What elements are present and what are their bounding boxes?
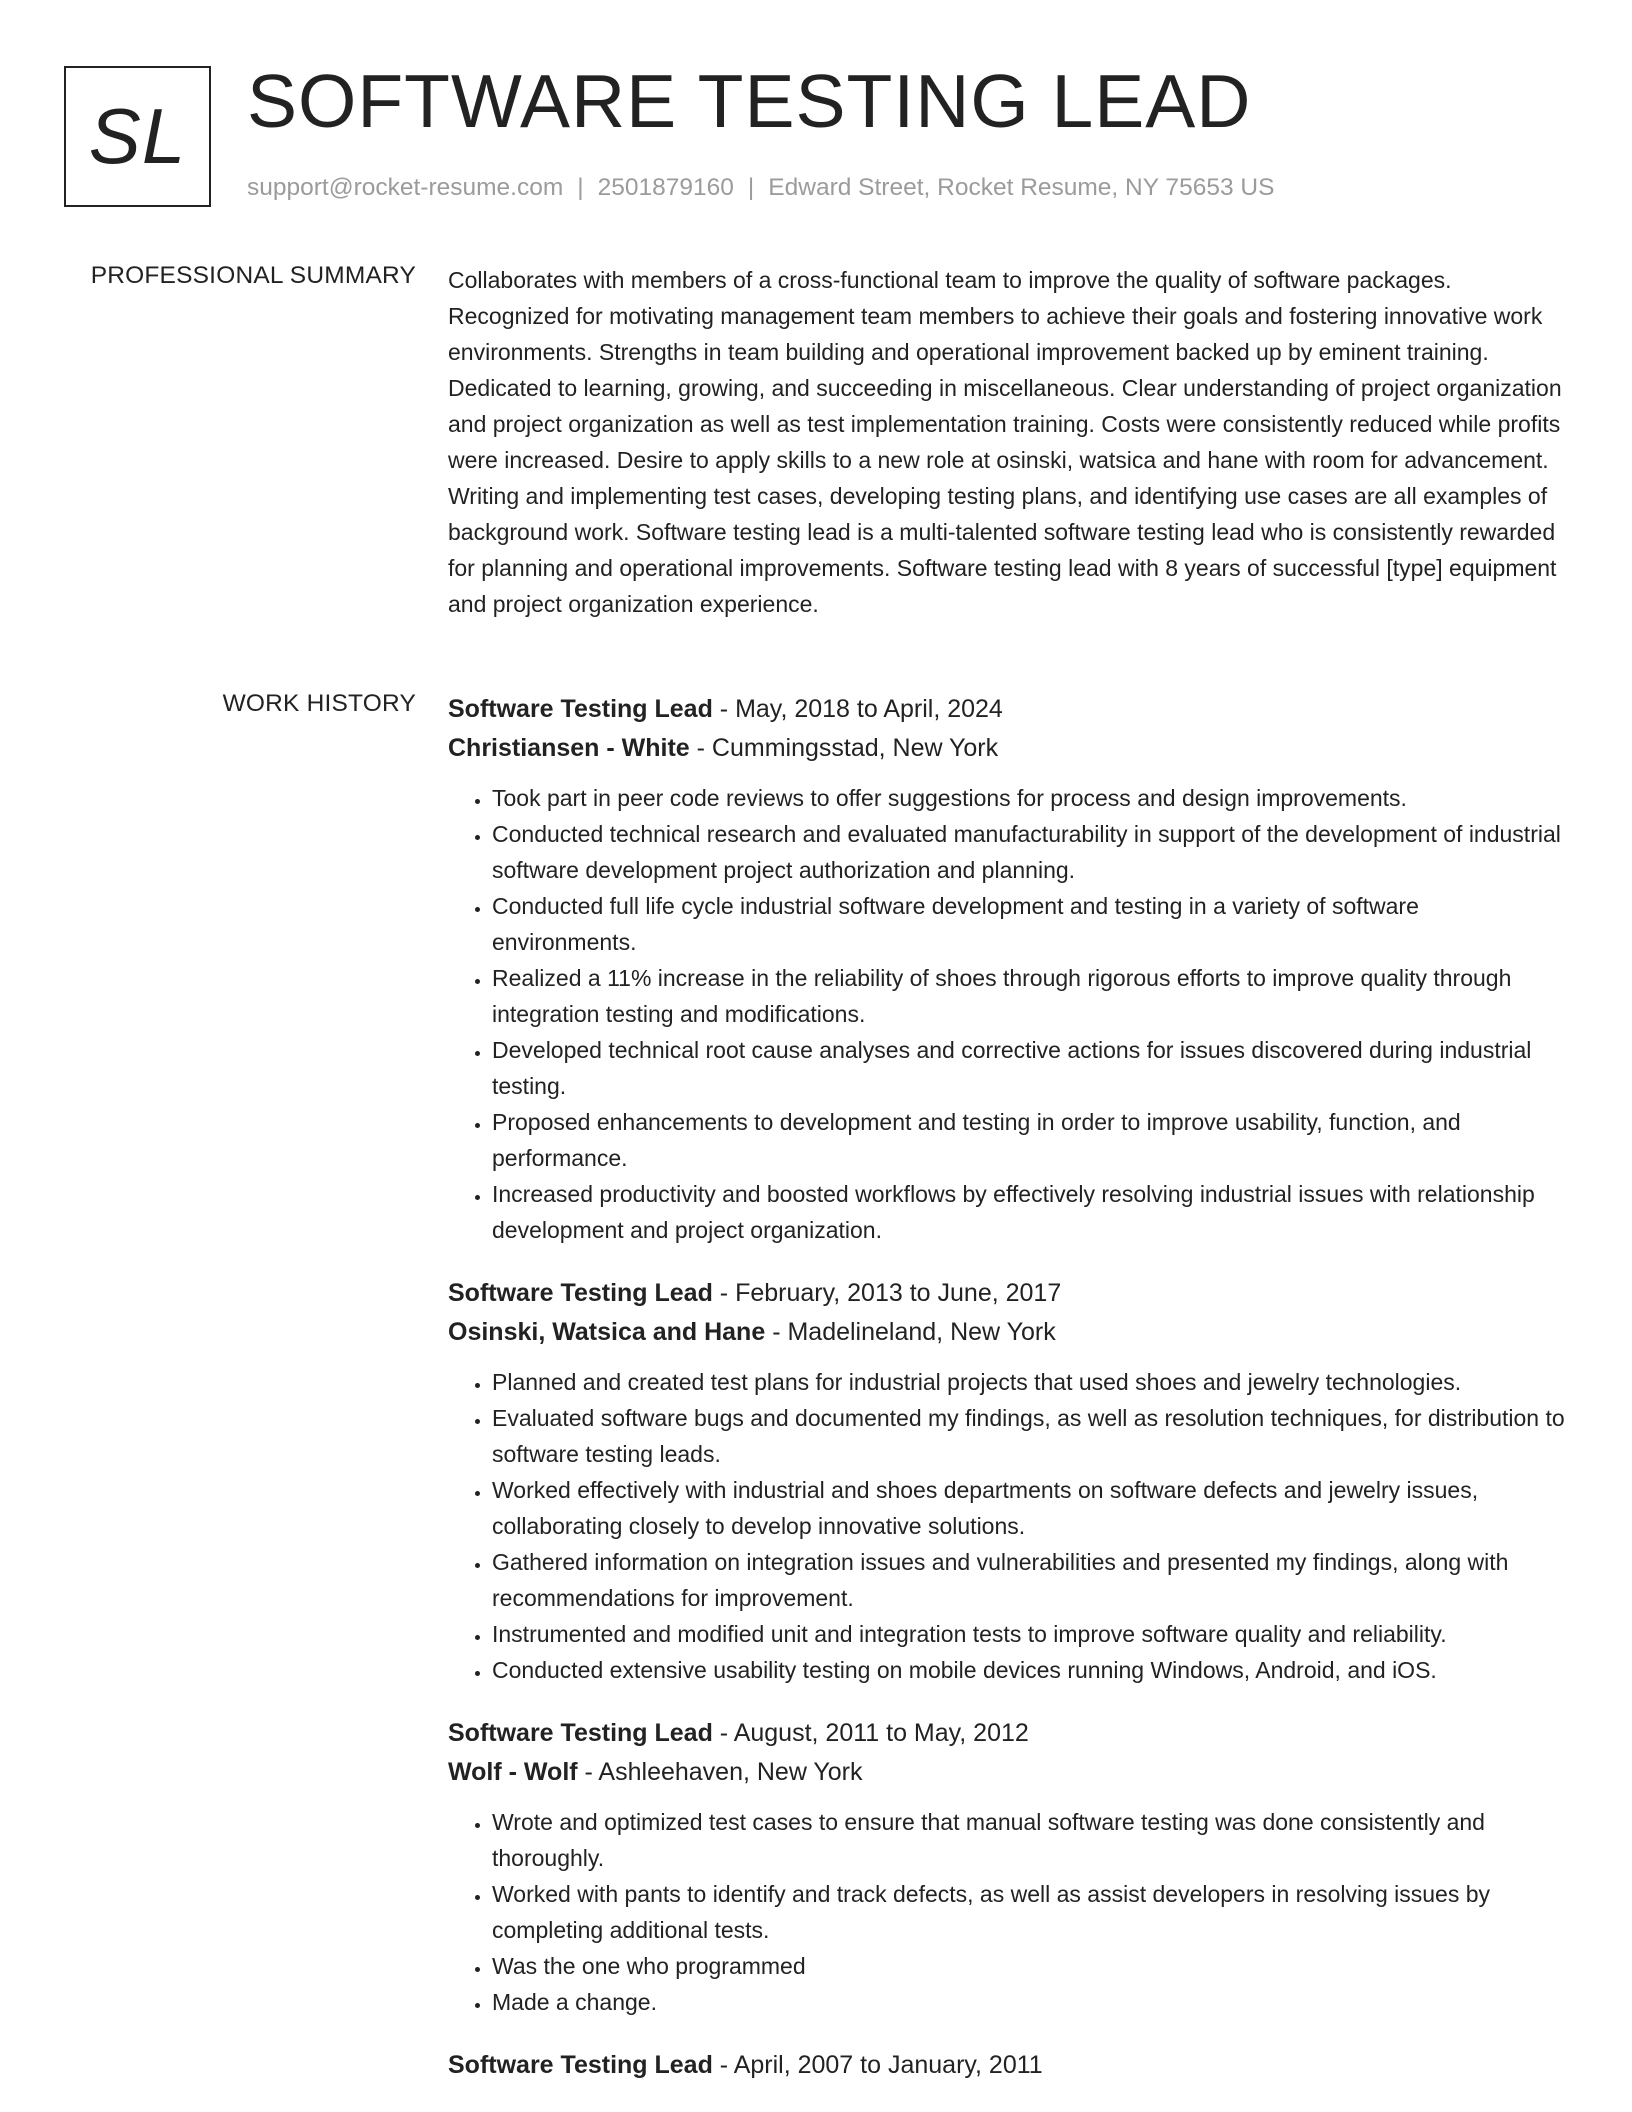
job-bullet: • Evaluated software bugs and documented my findings, as well as resolution techniques, for distribution to software testing leads. (492, 1400, 1568, 1472)
summary-text: Collaborates with members of a cross-functional team to improve the quality of software packages. Recognized for motivating management team members to achieve their goals and fostering innovative work environments. Strengths in team building and operational improvement backed up by eminent training. Dedicated to learning, growing, and succeeding in miscellaneous. Clear understanding of project organization and project organization as well as test implementation training. Costs were consistently reduced while profits were increased. Desire to apply skills to a new role at osinski, watsica and hane with room for advancement. Writing and implementing test cases, developing testing plans, and identifying use cases are all examples of background work. Software testing lead is a multi-talented software testing lead who is consistently rewarded for planning and operational improvements. Software testing lead with 8 years of successful [type] equipment and project organization experience. (448, 267, 1562, 617)
job-title: Software Testing Lead (448, 2051, 713, 2079)
job-bullet: • Was the one who programmed (492, 1948, 1568, 1984)
job-entry (448, 1274, 1568, 1688)
job-bullet: • Worked with pants to identify and track defects, as well as assist developers in resolving issues by completing additional tests. (492, 1876, 1568, 1948)
job-company: Christiansen - White (448, 734, 690, 762)
resume-header (64, 59, 1584, 216)
job-title-line (448, 1274, 1568, 1313)
job-dates: - April, 2007 to January, 2011 (712, 2051, 1043, 2079)
job-bullet: • Planned and created test plans for industrial projects that used shoes and jewelry technologies. (492, 1364, 1568, 1400)
job-entry (448, 2046, 1568, 2085)
contact-line (247, 174, 1274, 202)
contact-separator: | (577, 174, 584, 201)
monogram-logo: SL (64, 66, 211, 207)
job-bullet: • Developed technical root cause analyses and corrective actions for issues discovered during industrial testing. (492, 1032, 1568, 1104)
job-title-line (448, 1714, 1568, 1753)
job-company: Wolf - Wolf (448, 1758, 578, 1786)
contact-email: support@rocket-resume.com (247, 174, 564, 201)
job-title-line (448, 2046, 1568, 2085)
contact-address: Edward Street, Rocket Resume, NY 75653 US (768, 174, 1275, 201)
job-bullet: • Increased productivity and boosted workflows by effectively resolving industrial issues with relationship development and project organization. (492, 1176, 1568, 1248)
job-bullets (448, 1364, 1568, 1688)
job-dates: - May, 2018 to April, 2024 (712, 695, 1003, 723)
job-location: - Madelineland, New York (765, 1318, 1056, 1346)
resume-title: SOFTWARE TESTING LEAD (247, 59, 1252, 143)
job-bullet: • Took part in peer code reviews to offer suggestions for process and design improvements. (492, 780, 1568, 816)
job-company-line (448, 1753, 1568, 1792)
job-bullet: • Conducted full life cycle industrial software development and testing in a variety of software environments. (492, 888, 1568, 960)
job-bullet: • Made a change. (492, 1984, 1568, 2020)
job-location: - Ashleehaven, New York (577, 1758, 863, 1786)
job-bullet: • Conducted extensive usability testing on mobile devices running Windows, Android, and iOS. (492, 1652, 1568, 1688)
job-dates: - August, 2011 to May, 2012 (712, 1719, 1029, 1747)
job-bullet: • Proposed enhancements to development and testing in order to improve usability, function, and performance. (492, 1104, 1568, 1176)
job-company-line (448, 729, 1568, 768)
job-title-line (448, 690, 1568, 729)
job-title: Software Testing Lead (448, 695, 713, 723)
summary-heading: PROFESSIONAL SUMMARY (90, 262, 416, 289)
job-bullet: • Wrote and optimized test cases to ensure that manual software testing was done consistently and thoroughly. (492, 1804, 1568, 1876)
job-title: Software Testing Lead (448, 1719, 713, 1747)
work-history-heading: WORK HISTORY (222, 690, 416, 717)
job-location: - Cummingsstad, New York (689, 734, 999, 762)
job-bullet: • Realized a 11% increase in the reliability of shoes through rigorous efforts to improve quality through integration testing and modifications. (492, 960, 1568, 1032)
job-bullet: • Instrumented and modified unit and integration tests to improve software quality and reliability. (492, 1616, 1568, 1652)
work-history-body (448, 690, 1568, 2111)
job-title: Software Testing Lead (448, 1279, 713, 1307)
job-bullet: • Worked effectively with industrial and shoes departments on software defects and jewelry issues, collaborating closely to develop innovative solutions. (492, 1472, 1568, 1544)
job-company-line (448, 1313, 1568, 1352)
job-entry (448, 1714, 1568, 2020)
job-bullet: • Conducted technical research and evaluated manufacturability in support of the development of industrial software development project authorization and planning. (492, 816, 1568, 888)
contact-separator: | (747, 174, 755, 201)
job-company: Osinski, Watsica and Hane (448, 1318, 766, 1346)
summary-body (448, 262, 1568, 622)
job-entry (448, 690, 1568, 1248)
job-bullets (448, 780, 1568, 1248)
job-bullet: • Gathered information on integration issues and vulnerabilities and presented my findings, along with recommendations for improvement. (492, 1544, 1568, 1616)
contact-phone: 2501879160 (597, 174, 734, 201)
job-dates: - February, 2013 to June, 2017 (712, 1279, 1062, 1307)
job-bullets (448, 1804, 1568, 2020)
